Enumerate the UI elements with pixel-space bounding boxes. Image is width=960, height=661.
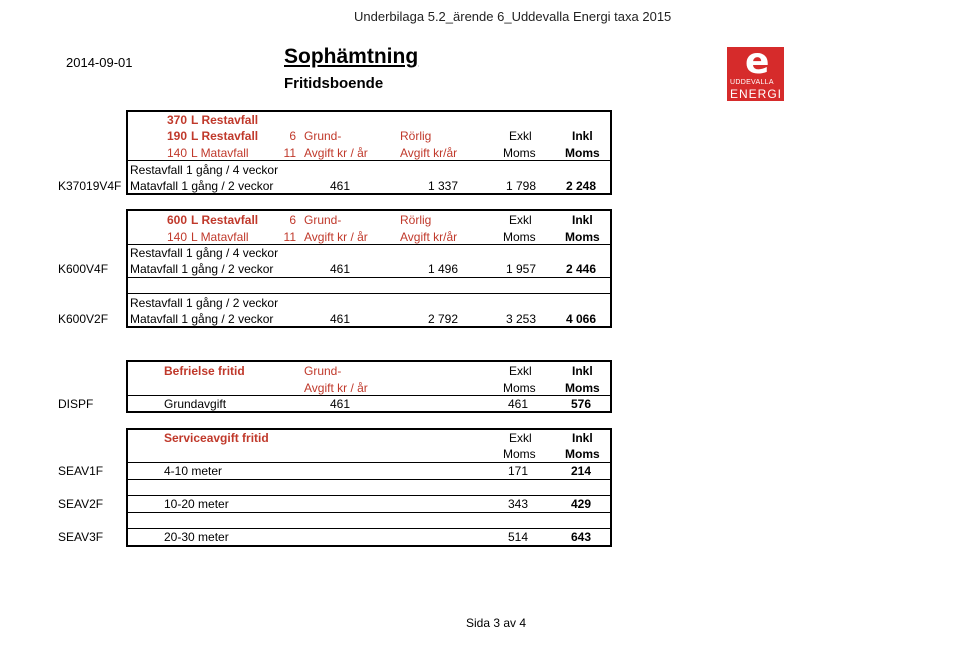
inkl-header-sub: Moms: [565, 230, 600, 244]
table-divider: [127, 293, 611, 294]
grund-price: 461: [329, 179, 350, 193]
volume-label: L Matavfall: [191, 146, 249, 160]
volume-value: 140: [166, 146, 187, 160]
exkl-header: Exkl: [509, 129, 532, 143]
document-date: 2014-09-01: [66, 55, 133, 70]
exkl-price: 461: [507, 397, 528, 411]
table-divider: [127, 495, 611, 496]
logo-line1: UDDEVALLA: [730, 79, 774, 86]
inkl-price: 214: [570, 464, 591, 478]
grund-price: 461: [329, 397, 350, 411]
service-description: Matavfall 1 gång / 2 veckor: [130, 179, 274, 193]
article-code: K600V2F: [58, 312, 109, 326]
section-heading: Befrielse fritid: [164, 364, 245, 378]
service-description: Grundavgift: [164, 397, 227, 411]
volume-value: 370: [166, 113, 187, 127]
article-code: SEAV1F: [58, 464, 104, 478]
inkl-header: Inkl: [572, 129, 593, 143]
exkl-header-sub: Moms: [503, 447, 536, 461]
count-value: 11: [283, 230, 296, 244]
exkl-price: 1 798: [505, 179, 536, 193]
article-code: DISPF: [58, 397, 94, 411]
inkl-header-sub: Moms: [565, 447, 600, 461]
exkl-header-sub: Moms: [503, 230, 536, 244]
volume-value: 140: [166, 230, 187, 244]
count-value: 11: [283, 146, 296, 160]
inkl-header: Inkl: [572, 364, 593, 378]
grund-header-sub: Avgift kr / år: [304, 146, 368, 160]
grund-header: Grund-: [304, 213, 342, 227]
inkl-header-sub: Moms: [565, 381, 600, 395]
inkl-price: 576: [570, 397, 591, 411]
article-code: K600V4F: [58, 262, 109, 276]
table-divider: [127, 512, 611, 513]
grund-header-sub: Avgift kr / år: [304, 381, 368, 395]
inkl-header: Inkl: [572, 431, 593, 445]
table-divider: [127, 462, 611, 463]
table-divider: [127, 160, 611, 161]
rorlig-header: Rörlig: [400, 213, 432, 227]
table-divider: [127, 277, 611, 278]
article-code: SEAV2F: [58, 497, 104, 511]
section-heading: Serviceavgift fritid: [164, 431, 269, 445]
volume-label: L Restavfall: [191, 213, 259, 227]
rorlig-price: 1 496: [427, 262, 458, 276]
service-description: Restavfall 1 gång / 4 veckor: [130, 246, 279, 260]
service-description: 10-20 meter: [164, 497, 229, 511]
grund-price: 461: [329, 312, 350, 326]
rorlig-header-sub: Avgift kr/år: [400, 146, 458, 160]
volume-value: 190: [166, 129, 187, 143]
article-code: K37019V4F: [58, 179, 122, 193]
uddevalla-energi-logo: [727, 41, 784, 101]
rorlig-price: 2 792: [427, 312, 458, 326]
exkl-header-sub: Moms: [503, 146, 536, 160]
count-value: 6: [289, 213, 296, 227]
exkl-header: Exkl: [509, 213, 532, 227]
inkl-price: 643: [570, 530, 591, 544]
table-divider: [127, 528, 611, 529]
grund-header-sub: Avgift kr / år: [304, 230, 368, 244]
volume-label: L Restavfall: [191, 129, 259, 143]
volume-label: L Restavfall: [191, 113, 259, 127]
service-description: Restavfall 1 gång / 4 veckor: [130, 163, 279, 177]
logo-line2: ENERGI: [730, 87, 783, 101]
inkl-header-sub: Moms: [565, 146, 600, 160]
count-value: 6: [289, 129, 296, 143]
grund-header: Grund-: [304, 364, 342, 378]
exkl-price: 343: [507, 497, 528, 511]
logo-mark: e: [745, 41, 770, 82]
inkl-price: 2 248: [565, 179, 596, 193]
rorlig-header: Rörlig: [400, 129, 432, 143]
exkl-price: 514: [507, 530, 528, 544]
service-description: Matavfall 1 gång / 2 veckor: [130, 312, 274, 326]
grund-price: 461: [329, 262, 350, 276]
exkl-price: 3 253: [505, 312, 536, 326]
exkl-price: 171: [507, 464, 528, 478]
volume-label: L Matavfall: [191, 230, 249, 244]
document-reference: Underbilaga 5.2_ärende 6_Uddevalla Energi taxa 2015: [354, 9, 672, 24]
page-title: Sophämtning: [284, 45, 419, 68]
table-divider: [127, 395, 611, 396]
exkl-header: Exkl: [509, 431, 532, 445]
service-description: Matavfall 1 gång / 2 veckor: [130, 262, 274, 276]
exkl-price: 1 957: [505, 262, 536, 276]
volume-value: 600: [166, 213, 187, 227]
table-divider: [127, 244, 611, 245]
page-subtitle: Fritidsboende: [284, 75, 384, 92]
exkl-header: Exkl: [509, 364, 532, 378]
table-divider: [127, 479, 611, 480]
inkl-price: 2 446: [565, 262, 596, 276]
service-description: 20-30 meter: [164, 530, 229, 544]
rorlig-header-sub: Avgift kr/år: [400, 230, 458, 244]
inkl-price: 4 066: [565, 312, 596, 326]
inkl-price: 429: [570, 497, 591, 511]
grund-header: Grund-: [304, 129, 342, 143]
service-description: Restavfall 1 gång / 2 veckor: [130, 296, 279, 310]
exkl-header-sub: Moms: [503, 381, 536, 395]
article-code: SEAV3F: [58, 530, 104, 544]
rorlig-price: 1 337: [427, 179, 458, 193]
service-description: 4-10 meter: [164, 464, 223, 478]
inkl-header: Inkl: [572, 213, 593, 227]
page-number: Sida 3 av 4: [466, 616, 527, 630]
